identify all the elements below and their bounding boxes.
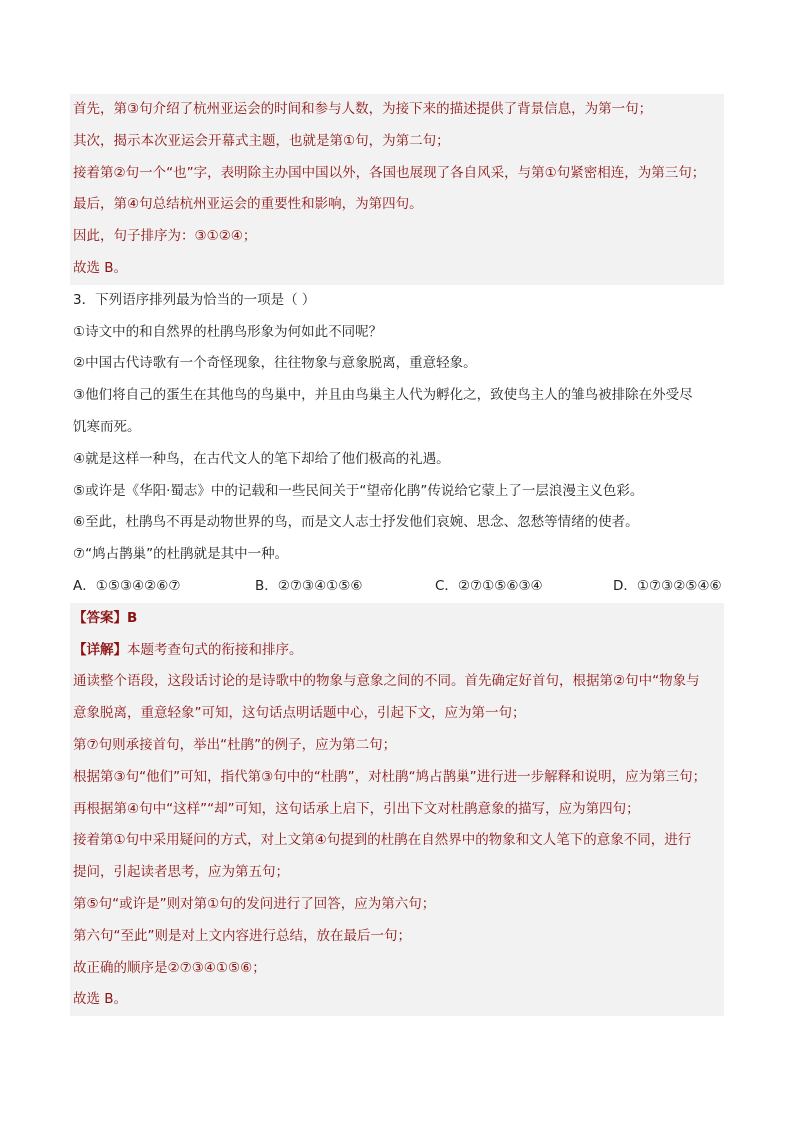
option-a: A．①⑤③④②⑥⑦: [73, 577, 181, 594]
question-sentence: ④就是这样一种鸟，在古代文人的笔下却给了他们极高的礼遇。: [73, 450, 450, 467]
detail-line: 接着第①句中采用疑问的方式，对上文第④句提到的杜鹃在自然界中的物象和文人笔下的意象不同，进行: [73, 832, 692, 849]
detail-line: 再根据第④句中“这样”“却”可知，这句话承上启下，引出下文对杜鹃意象的描写，应为第四句；: [73, 800, 640, 817]
question-sentence: ③他们将自己的蛋生在其他鸟的鸟巢中，并且由鸟巢主人代为孵化之，致使鸟主人的雏鸟被排除在外受尽: [73, 387, 693, 404]
question-stem: 3．下列语序排列最为恰当的一项是（ ）: [73, 291, 316, 308]
question-sentence: ⑤或许是《华阳·蜀志》中的记载和一些民间关于“望帝化鹃”传说给它蒙上了一层浪漫主义色彩。: [73, 482, 644, 499]
question-sentence: ①诗文中的和自然界的杜鹃鸟形象为何如此不同呢？: [73, 323, 383, 340]
detail-line: 故正确的顺序是②⑦③④①⑤⑥；: [73, 959, 266, 976]
option-c: C．②⑦①⑤⑥③④: [435, 577, 543, 594]
answer-analysis: [70, 603, 724, 1016]
question-block: [70, 285, 724, 603]
analysis-line: 最后，第④句总结杭州亚运会的重要性和影响，为第四句。: [73, 196, 423, 213]
detail-line: 第⑦句则承接首句，举出“杜鹃”的例子，应为第二句；: [73, 736, 397, 753]
option-b: B．②⑦③④①⑤⑥: [255, 577, 363, 594]
previous-answer-analysis: [70, 94, 724, 285]
detail-tag: 【详解】: [73, 641, 127, 658]
detail-line: 通读整个语段，这段话讨论的是诗歌中的物象与意象之间的不同。首先确定好首句，根据第②句中“物象与: [73, 673, 700, 690]
analysis-line: 因此，句子排序为：③①②④；: [73, 228, 257, 245]
answer-tag: 【答案】: [73, 609, 127, 626]
option-d: D．①⑦③②⑤④⑥: [613, 577, 722, 594]
detail-line: 意象脱离，重意轻象”可知，这句话点明话题中心，引起下文，应为第一句；: [73, 705, 526, 722]
question-sentence: ②中国古代诗歌有一个奇怪现象，往往物象与意象脱离，重意轻象。: [73, 355, 477, 372]
detail-line: 第⑤句“或许是”则对第①句的发问进行了回答，应为第六句；: [73, 895, 436, 912]
question-sentence: 饥寒而死。: [73, 418, 141, 435]
analysis-line: 其次，揭示本次亚运会开幕式主题，也就是第①句，为第二句；: [73, 132, 450, 149]
detail-intro: 本题考查句式的衔接和排序。: [127, 641, 303, 658]
analysis-line: 故选 B。: [73, 259, 128, 276]
detail-line: 根据第③句“他们”可知，指代第③句中的“杜鹃”，对杜鹃“鸠占鹊巢”进行进一步解释和说明，应为第三句；: [73, 768, 707, 785]
detail-line: 提问，引起读者思考，应为第五句；: [73, 864, 289, 881]
answer-value: B: [127, 609, 138, 626]
analysis-line: 接着第②句一个“也”字，表明除主办国中国以外，各国也展现了各自风采，与第①句紧密相连，为第三句；: [73, 164, 706, 181]
detail-line: 第六句“至此”则是对上文内容进行总结，放在最后一句；: [73, 927, 411, 944]
question-sentence: ⑦“鸠占鹊巢”的杜鹃就是其中一种。: [73, 546, 289, 563]
answer-options: [70, 571, 724, 603]
question-sentence: ⑥至此，杜鹃鸟不再是动物世界的鸟，而是文人志士抒发他们哀婉、思念、忽愁等情绪的使者。: [73, 514, 639, 531]
analysis-line: 首先，第③句介绍了杭州亚运会的时间和参与人数，为接下来的描述提供了背景信息，为第一句；: [73, 101, 653, 117]
answer-line: [70, 603, 724, 635]
detail-intro-line: [70, 635, 724, 667]
detail-line: 故选 B。: [73, 991, 128, 1008]
document-page: [70, 94, 724, 1016]
